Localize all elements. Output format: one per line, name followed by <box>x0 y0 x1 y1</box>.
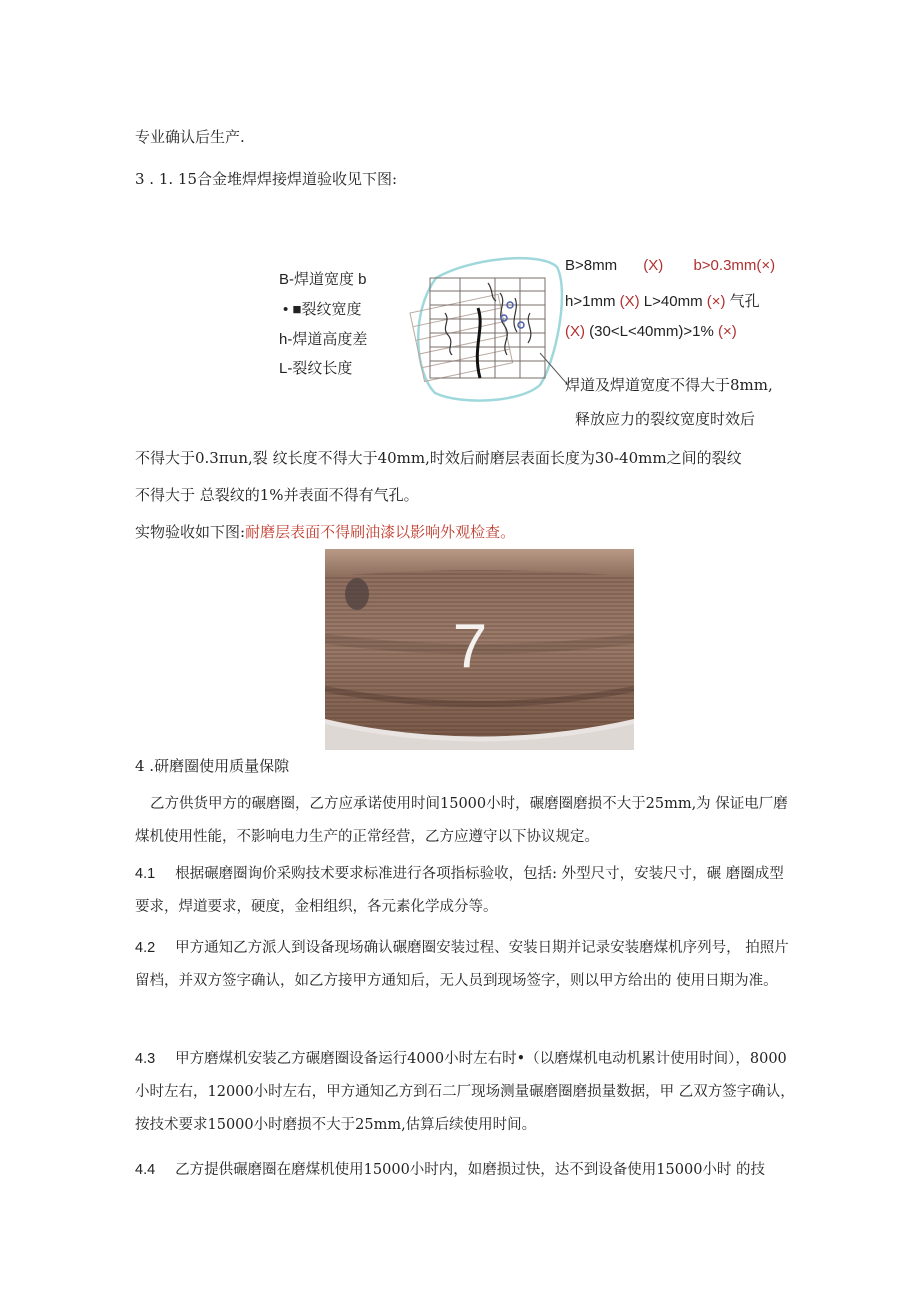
top-line: 专业确认后生产. <box>135 128 245 146</box>
criteria-row-1 <box>565 257 775 274</box>
clause-4-1 <box>135 858 795 924</box>
criteria-row-3 <box>565 323 737 340</box>
clause-4-2 <box>135 932 795 998</box>
ring-number: 7 <box>452 612 488 681</box>
side-note-2: 释放应力的裂纹宽度时效后 <box>575 410 756 428</box>
inspection-label: 实物验收如下图: <box>135 523 246 541</box>
inspection-warning: 耐磨层表面不得刷油漆以影响外观检查。 <box>245 523 516 541</box>
criterion-crack-length: L>40mm <box>643 293 703 310</box>
paragraph-line: 不得大于0.3πun,裂 纹长度不得大于40mm,时效后耐磨层表面长度为30-40mm之间的裂纹 <box>135 449 742 467</box>
clause-number: 4.2 <box>135 940 156 956</box>
clause-text: 根据碾磨圈询价采购技术要求标准进行各项指标验收，包括: 外型尺寸，安装尺寸，碾 磨圈成型要求，焊道要求，硬度，金相组织，各元素化学成分等。 <box>135 866 784 915</box>
criterion-weld-width: B>8mm <box>565 257 618 274</box>
clause-text: 甲方磨煤机安装乙方碾磨圈设备运行4000小时左右时•（以磨煤机电动机累计使用时间），8000小时左右，12000小时左右，甲方通知乙方到石二厂现场测量碾磨圈磨损量数据，甲 乙双方签字确认，按技术要求15000小时磨损不大于25mm,估算后续使用时间。 <box>135 1051 795 1133</box>
inspection-line <box>135 521 515 542</box>
reject-mark: (×) <box>706 293 726 310</box>
legend-crack-width: • ■裂纹宽度 <box>283 301 362 318</box>
criterion-pores-label: 气孔 <box>729 293 760 310</box>
inspection-zone-ellipse <box>418 258 562 400</box>
reject-mark: (X) <box>619 293 640 310</box>
section-4-heading: 4 .研磨圈使用质量保隙 <box>135 757 290 775</box>
legend-weld-width: B-焊道宽度 b <box>279 271 367 288</box>
legend-crack-length: L-裂纹长度 <box>279 360 353 377</box>
reject-mark: (×) <box>718 323 737 340</box>
reject-mark: (X) <box>565 323 585 340</box>
paragraph-line: 不得大于 总裂纹的1%并表面不得有气孔。 <box>135 486 419 504</box>
side-note-1: 焊道及焊道宽度不得大于8mm, <box>565 376 773 394</box>
rotated-grid <box>410 294 513 381</box>
grinding-ring-photo <box>325 549 634 750</box>
section-3-1-15-heading: 3 . 1. 15合金堆焊焊接焊道验收见下图: <box>135 170 398 188</box>
weld-grid <box>430 278 545 378</box>
reject-mark: (X) <box>643 257 664 274</box>
criteria-row-2 <box>565 290 760 311</box>
clause-number: 4.4 <box>135 1162 156 1178</box>
criterion-crack-ratio: (30<L<40mm)>1% <box>589 323 714 340</box>
section-4-intro: 乙方供货甲方的碾磨圈，乙方应承诺使用时间15000小时，碾磨圈磨损不大于25mm,为 保证电厂磨煤机使用性能，不影响电力生产的正常经营，乙方应遵守以下协议规定。 <box>135 796 788 845</box>
clause-4-3 <box>135 1043 795 1142</box>
criterion-height-diff: h>1mm <box>565 293 616 310</box>
clause-text: 乙方提供碾磨圈在磨煤机使用15000小时内，如磨损过快，达不到设备使用15000小时 的技 <box>175 1162 766 1178</box>
criterion-crack-width: b>0.3mm(×) <box>693 257 776 274</box>
clause-4-4 <box>135 1154 795 1187</box>
weld-diagram <box>400 253 570 405</box>
clause-text: 甲方通知乙方派人到设备现场确认碾磨圈安装过程、安装日期并记录安装磨煤机序列号， 拍照片留档，并双方签字确认，如乙方接甲方通知后，无人员到现场签字，则以甲方给出的 使用日期为准。 <box>135 940 789 989</box>
clause-number: 4.3 <box>135 1051 156 1067</box>
clause-number: 4.1 <box>135 866 156 882</box>
legend-weld-height-diff: h-焊道高度差 <box>279 331 368 348</box>
pore-mark <box>518 322 524 328</box>
